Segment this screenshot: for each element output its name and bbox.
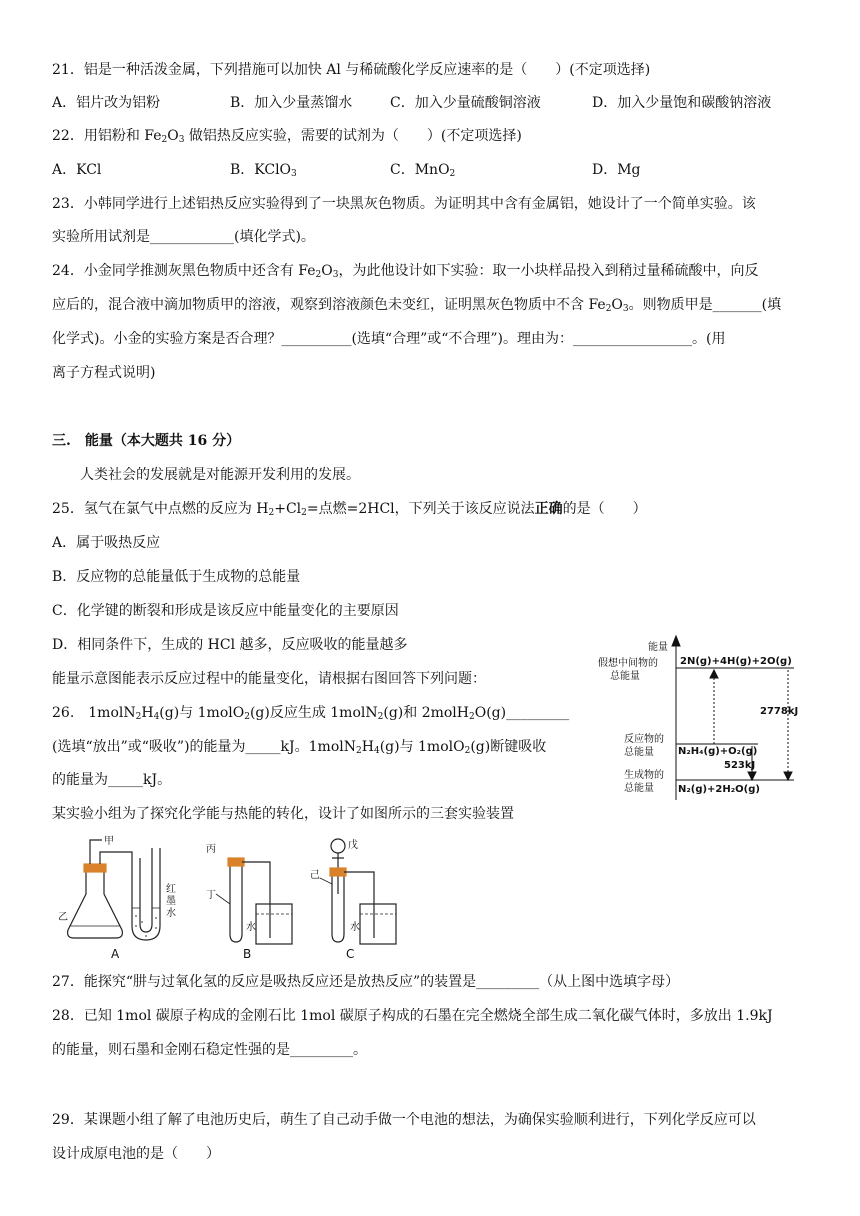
q24-line-3: 化学式)。小金的实验方案是否合理？__________(选填“合理”或“不合理”)。理由为：_________________。(用	[52, 331, 726, 347]
energy-diagram	[588, 632, 810, 804]
q25-option-b: B．反应物的总能量低于生成物的总能量	[52, 569, 301, 585]
q26-line-2: (选填“放出”或“吸收”)的能量为_____kJ。$1molN_2H_4(g)$与 1molO$_2$(g)断键吸收	[52, 739, 547, 756]
q22-stem: 22．用铝粉和 $Fe_2O_3$ 做铝热反应实验，需要的试剂为（ ）(不定项选择)	[52, 128, 522, 145]
label-ding: 丁	[206, 890, 216, 901]
q21-option-d: D．加入少量饱和碳酸钠溶液	[592, 95, 772, 111]
q29-line-2: 设计成原电池的是（ ）	[52, 1146, 220, 1162]
q21-stem: 21．铝是一种活泼金属，下列措施可以加快 Al 与稀硫酸化学反应速率的是（ ）(不定项选择)	[52, 62, 651, 78]
q22-option-a: A．KCl	[52, 162, 102, 178]
beaker-c	[360, 904, 396, 944]
intermediate-species: 2N(g)+4H(g)+2O(g)	[680, 656, 792, 667]
q28-line-2: 的能量，则石墨和金刚石稳定性强的是_________。	[52, 1042, 367, 1058]
q24-line-1: 24．小金同学推测灰黑色物质中还含有 $Fe_2O_3$，为此他设计如下实验：取一小块样品投入到稍过量稀硫酸中，向反	[52, 263, 759, 280]
label-wu: 戊	[348, 840, 358, 851]
apparatus-figure	[56, 834, 416, 966]
reactant-species: N₂H₄(g)+O₂(g)	[678, 746, 758, 757]
energy-axis-arrow	[672, 636, 680, 646]
q22-option-d: D．Mg	[592, 162, 641, 178]
section-3-title: 三. 能量（本大题共 16 分）	[52, 433, 241, 449]
label-water-b: 水	[246, 922, 256, 933]
energy-2778-label: 2778kJ	[760, 706, 799, 717]
q27-stem: 27．能探究“肼与过氧化氢的反应是吸热反应还是放热反应”的装置是_________（从上图中选填字母）	[52, 974, 680, 990]
energy-523-label: 523kJ	[724, 760, 756, 771]
flask-a	[68, 870, 123, 938]
label-ji: 己	[310, 870, 320, 881]
label-yi: 乙	[58, 912, 68, 923]
product-label-1: 生成物的	[624, 770, 664, 781]
product-species: N₂(g)+2H₂O(g)	[678, 784, 760, 795]
q23-line-1: 23．小韩同学进行上述铝热反应实验得到了一块黑灰色物质。为证明其中含有金属铝，她设计了一个简单实验。该	[52, 196, 756, 212]
label-jia: 甲	[104, 836, 114, 847]
q24-line-4: 离子方程式说明)	[52, 365, 156, 381]
reactant-label-1: 反应物的	[624, 734, 664, 745]
apparatus-letter-b: B	[243, 947, 252, 961]
intermediate-label-2: 总能量	[610, 671, 640, 682]
label-water-c: 水	[350, 922, 360, 933]
label-red-ink-3: 水	[166, 908, 176, 919]
energy-axis-label: 能量	[648, 642, 668, 653]
q23-line-2: 实验所用试剂是____________(填化学式)。	[52, 229, 315, 245]
dropping-funnel-c	[331, 839, 345, 853]
label-red-ink-1: 红	[166, 884, 176, 895]
q21-option-a: A．铝片改为铝粉	[52, 95, 161, 111]
apparatus-intro: 某实验小组为了探究化学能与热能的转化，设计了如图所示的三套实验装置	[52, 806, 514, 822]
beaker-b	[256, 904, 292, 944]
q22-option-c: C．MnO$_2$	[390, 162, 456, 179]
energy-diagram-intro: 能量示意图能表示反应过程中的能量变化，请根据右图回答下列问题：	[52, 671, 486, 687]
q25-option-a: A．属于吸热反应	[52, 535, 161, 551]
q25-stem: 25．氢气在氯气中点燃的反应为 $H_2+Cl_2=$点燃=2HCl，下列关于该反应说法正确的是（ ）	[52, 501, 647, 518]
intermediate-label-1: 假想中间物的	[598, 658, 658, 669]
q22-option-b: B．KClO$_3$	[230, 162, 297, 179]
product-label-2: 总能量	[624, 783, 654, 794]
q26-line-1: 26. $1molN_2H_4(g)$与 1molO$_2$(g)反应生成 1molN$_2$(g)和 2molH$_2$O(g)_________	[52, 705, 570, 722]
label-red-ink-2: 墨	[166, 896, 176, 907]
q21-option-b: B．加入少量蒸馏水	[230, 95, 353, 111]
q25-option-c: C．化学键的断裂和形成是该反应中能量变化的主要原因	[52, 603, 399, 619]
reactant-label-2: 总能量	[624, 747, 654, 758]
apparatus-letter-c: C	[346, 947, 355, 961]
label-bing: 丙	[206, 844, 216, 855]
test-tube-b	[230, 864, 242, 942]
section-3-intro: 人类社会的发展就是对能源开发利用的发展。	[80, 467, 360, 483]
apparatus-letter-a: A	[111, 947, 120, 961]
q21-option-c: C．加入少量硫酸铜溶液	[390, 95, 541, 111]
q26-line-3: 的能量为_____kJ。	[52, 772, 172, 788]
q28-line-1: 28．已知 1mol 碳原子构成的金刚石比 1mol 碳原子构成的石墨在完全燃烧全部生成二氧化碳气体时，多放出 1.9kJ	[52, 1008, 773, 1024]
q25-option-d: D．相同条件下，生成的 HCl 越多，反应吸收的能量越多	[52, 637, 408, 653]
apparatus-a	[68, 840, 160, 940]
q29-line-1: 29．某课题小组了解了电池历史后，萌生了自己动手做一个电池的想法，为确保实验顺利进行，下列化学反应可以	[52, 1112, 756, 1128]
q24-line-2: 应后的，混合液中滴加物质甲的溶液，观察到溶液颜色未变红，证明黑灰色物质中不含 $Fe_2O_3$。则物质甲是_______(填	[52, 297, 782, 314]
stopper-a	[84, 864, 106, 872]
